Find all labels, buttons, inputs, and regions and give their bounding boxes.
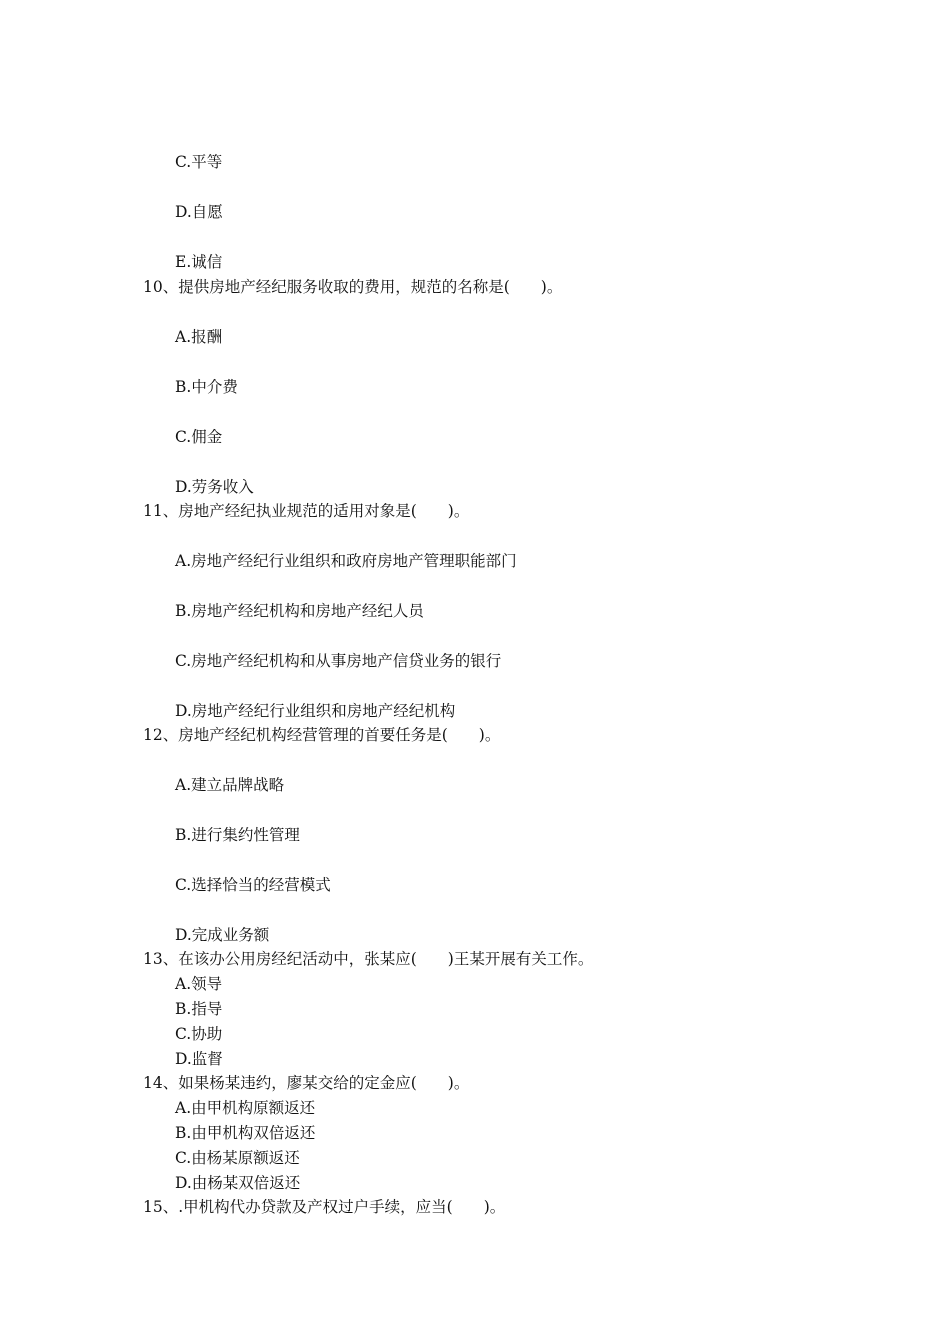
option-line: B.由甲机构双倍返还	[175, 1124, 316, 1142]
question-line: 11、房地产经纪执业规范的适用对象是( )。	[143, 502, 470, 520]
option-line: D.劳务收入	[175, 478, 254, 496]
option-line: A.建立品牌战略	[175, 776, 285, 794]
option-line: B.进行集约性管理	[175, 826, 300, 844]
option-line: C.平等	[175, 153, 223, 171]
option-line: D.房地产经纪行业组织和房地产经纪机构	[175, 702, 456, 720]
question-line: 10、提供房地产经纪服务收取的费用，规范的名称是( )。	[143, 278, 563, 296]
option-line: D.由杨某双倍返还	[175, 1174, 301, 1192]
option-line: D.监督	[175, 1050, 223, 1068]
option-line: A.房地产经纪行业组织和政府房地产管理职能部门	[175, 552, 517, 570]
option-line: C.房地产经纪机构和从事房地产信贷业务的银行	[175, 652, 502, 670]
option-line: A.报酬	[175, 328, 223, 346]
question-line: 14、如果杨某违约，廖某交给的定金应( )。	[143, 1074, 470, 1092]
option-line: D.自愿	[175, 203, 223, 221]
option-line: B.中介费	[175, 378, 238, 396]
question-line: 13、在该办公用房经纪活动中，张某应( )王某开展有关工作。	[143, 950, 594, 968]
option-line: C.由杨某原额返还	[175, 1149, 300, 1167]
option-line: B.房地产经纪机构和房地产经纪人员	[175, 602, 424, 620]
option-line: C.佣金	[175, 428, 223, 446]
option-line: B.指导	[175, 1000, 223, 1018]
option-line: C.选择恰当的经营模式	[175, 876, 331, 894]
option-line: A.由甲机构原额返还	[175, 1099, 316, 1117]
question-line: 15、.甲机构代办贷款及产权过户手续，应当( )。	[143, 1198, 506, 1216]
option-line: A.领导	[175, 975, 223, 993]
option-line: E.诚信	[175, 253, 223, 271]
option-line: C.协助	[175, 1025, 223, 1043]
question-line: 12、房地产经纪机构经营管理的首要任务是( )。	[143, 726, 501, 744]
option-line: D.完成业务额	[175, 926, 270, 944]
